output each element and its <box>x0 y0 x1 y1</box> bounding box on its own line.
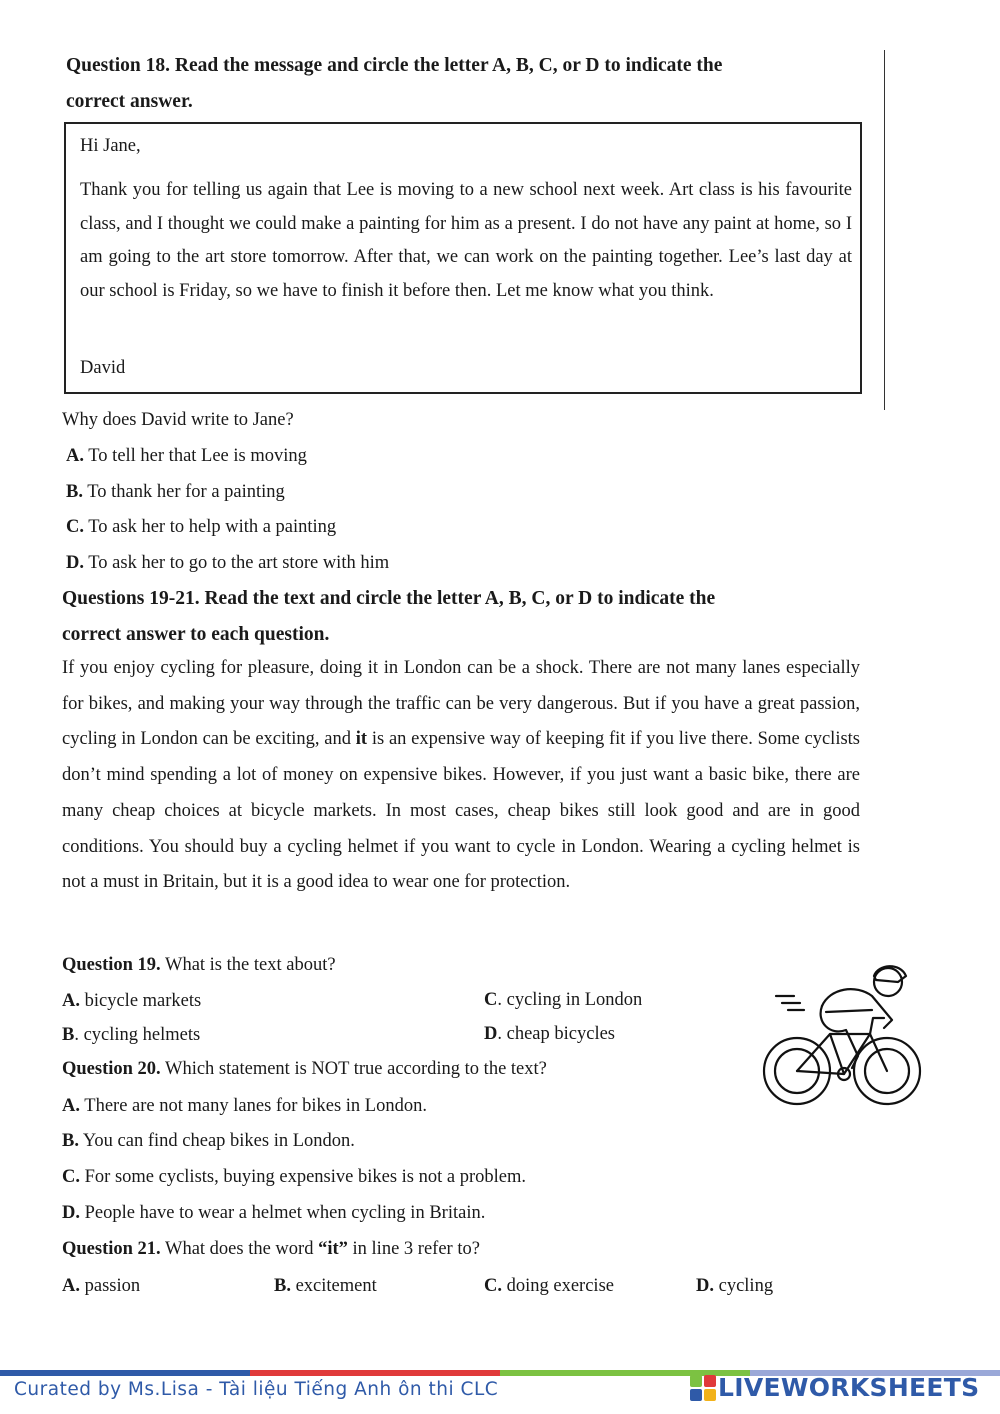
q18-option-c[interactable] <box>66 517 336 538</box>
q20-text: Which statement is NOT true according to the text? <box>164 1059 547 1079</box>
message-box <box>64 122 862 394</box>
option-letter: D <box>484 1024 498 1044</box>
q18-option-a[interactable] <box>66 446 307 467</box>
option-letter: D. <box>66 553 84 573</box>
option-text: For some cyclists, buying expensive bikes is not a problem. <box>84 1167 526 1187</box>
reading-passage <box>62 651 860 901</box>
option-letter: B. <box>62 1131 79 1151</box>
q21-option-a[interactable] <box>62 1276 140 1297</box>
liveworksheets-brand[interactable] <box>690 1373 979 1402</box>
passage-bold-it: it <box>355 729 368 750</box>
q18-heading-line2: correct answer. <box>66 91 193 112</box>
passage-part2: is an expensive way of keeping fit if you live there. Some cyclists don’t mind spending a lot of money on expensive bikes. However, if you just want a basic bike, there are many cheap choices at bicycle markets. In most cases, cheap bikes still look good and are in good conditions. You should buy a cycling helmet if you want to cycle in London. Wearing a cycling helmet is not a must in Britain, but it is a good idea to wear one for protection. <box>62 729 860 893</box>
q21-text-after: in line 3 refer to? <box>347 1239 480 1259</box>
q19-question <box>62 955 336 976</box>
q21-text-bold: “it” <box>318 1239 348 1259</box>
q21-option-c[interactable] <box>484 1276 614 1297</box>
q18-question: Why does David write to Jane? <box>62 410 294 430</box>
option-text: To ask her to go to the art store with him <box>88 553 390 573</box>
q19-option-d[interactable] <box>484 1024 615 1045</box>
option-letter: C <box>484 990 498 1010</box>
option-letter: B. <box>66 482 83 502</box>
cyclist-icon <box>760 962 930 1112</box>
option-text: . cheap bicycles <box>497 1024 615 1044</box>
option-text: To ask her to help with a painting <box>88 517 337 537</box>
q19-option-a[interactable] <box>62 991 201 1012</box>
q18-option-b[interactable] <box>66 482 285 503</box>
option-letter: C. <box>66 517 84 537</box>
q19-option-c[interactable] <box>484 990 642 1011</box>
q19-text: What is the text about? <box>164 955 336 975</box>
option-text: . cycling helmets <box>74 1025 201 1045</box>
option-letter: B <box>62 1025 75 1045</box>
q21-label: Question 21. <box>62 1239 161 1259</box>
q19-21-heading <box>62 581 860 653</box>
margin-rule <box>884 50 885 410</box>
option-text: cycling <box>718 1276 774 1296</box>
q18-option-d[interactable] <box>66 553 389 574</box>
footer-bar-segment <box>250 1370 500 1376</box>
option-text: excitement <box>295 1276 377 1296</box>
option-text: People have to wear a helmet when cycling in Britain. <box>84 1203 486 1223</box>
q19-option-b[interactable] <box>62 1025 200 1046</box>
option-letter: A. <box>66 446 84 466</box>
footer-credit: Curated by Ms.Lisa - Tài liệu Tiếng Anh ôn thi CLC <box>14 1379 499 1400</box>
option-text: You can find cheap bikes in London. <box>82 1131 355 1151</box>
option-text: doing exercise <box>506 1276 614 1296</box>
option-letter: D. <box>696 1276 714 1296</box>
option-text: passion <box>84 1276 141 1296</box>
q20-option-c[interactable] <box>62 1167 526 1188</box>
q18-heading-line1: Question 18. Read the message and circle the letter A, B, C, or D to indicate the <box>66 55 723 76</box>
q20-question <box>62 1059 547 1080</box>
q21-option-b[interactable] <box>274 1276 377 1297</box>
footer-bar-segment <box>0 1370 250 1376</box>
q18-heading <box>66 48 878 120</box>
q20-label: Question 20. <box>62 1059 161 1079</box>
q20-option-a[interactable] <box>62 1096 427 1117</box>
message-greeting: Hi Jane, <box>80 136 141 156</box>
message-signature: David <box>80 358 126 378</box>
q20-option-d[interactable] <box>62 1203 485 1224</box>
liveworksheets-logo-icon <box>690 1375 716 1401</box>
q19-label: Question 19. <box>62 955 161 975</box>
q20-option-b[interactable] <box>62 1131 355 1152</box>
option-text: . cycling in London <box>497 990 643 1010</box>
message-body: Thank you for telling us again that Lee is moving to a new school next week. Art class is his favourite class, and I thought we could make a painting for him as a present. I do not have any paint at home, so I am going to the art store tomorrow. After that, we can work on the painting together. Lee’s last day at our school is Friday, so we have to finish it before then. Let me know what you think. <box>80 180 852 301</box>
option-letter: D. <box>62 1203 80 1223</box>
option-letter: B. <box>274 1276 291 1296</box>
q21-question <box>62 1239 480 1260</box>
q21-option-d[interactable] <box>696 1276 773 1297</box>
option-letter: A. <box>62 1276 80 1296</box>
option-text: There are not many lanes for bikes in London. <box>84 1096 427 1116</box>
option-text: To thank her for a painting <box>87 482 285 502</box>
option-letter: A. <box>62 1096 80 1116</box>
brand-name: LIVEWORKSHEETS <box>718 1373 980 1402</box>
q19-21-heading-line2: correct answer to each question. <box>62 624 330 645</box>
passage-part1: If you enjoy cycling for pleasure, doing it in London can be a shock. There are not many lanes especially for bikes, and making your way through the traffic can be very dangerous. But if you have a great passion, cycling in London can be exciting, and <box>62 658 860 750</box>
option-letter: A. <box>62 991 80 1011</box>
option-letter: C. <box>484 1276 502 1296</box>
option-text: To tell her that Lee is moving <box>88 446 307 466</box>
option-text: bicycle markets <box>84 991 202 1011</box>
q19-21-heading-line1: Questions 19-21. Read the text and circle the letter A, B, C, or D to indicate the <box>62 588 716 609</box>
option-letter: C. <box>62 1167 80 1187</box>
q21-text-before: What does the word <box>164 1239 319 1259</box>
